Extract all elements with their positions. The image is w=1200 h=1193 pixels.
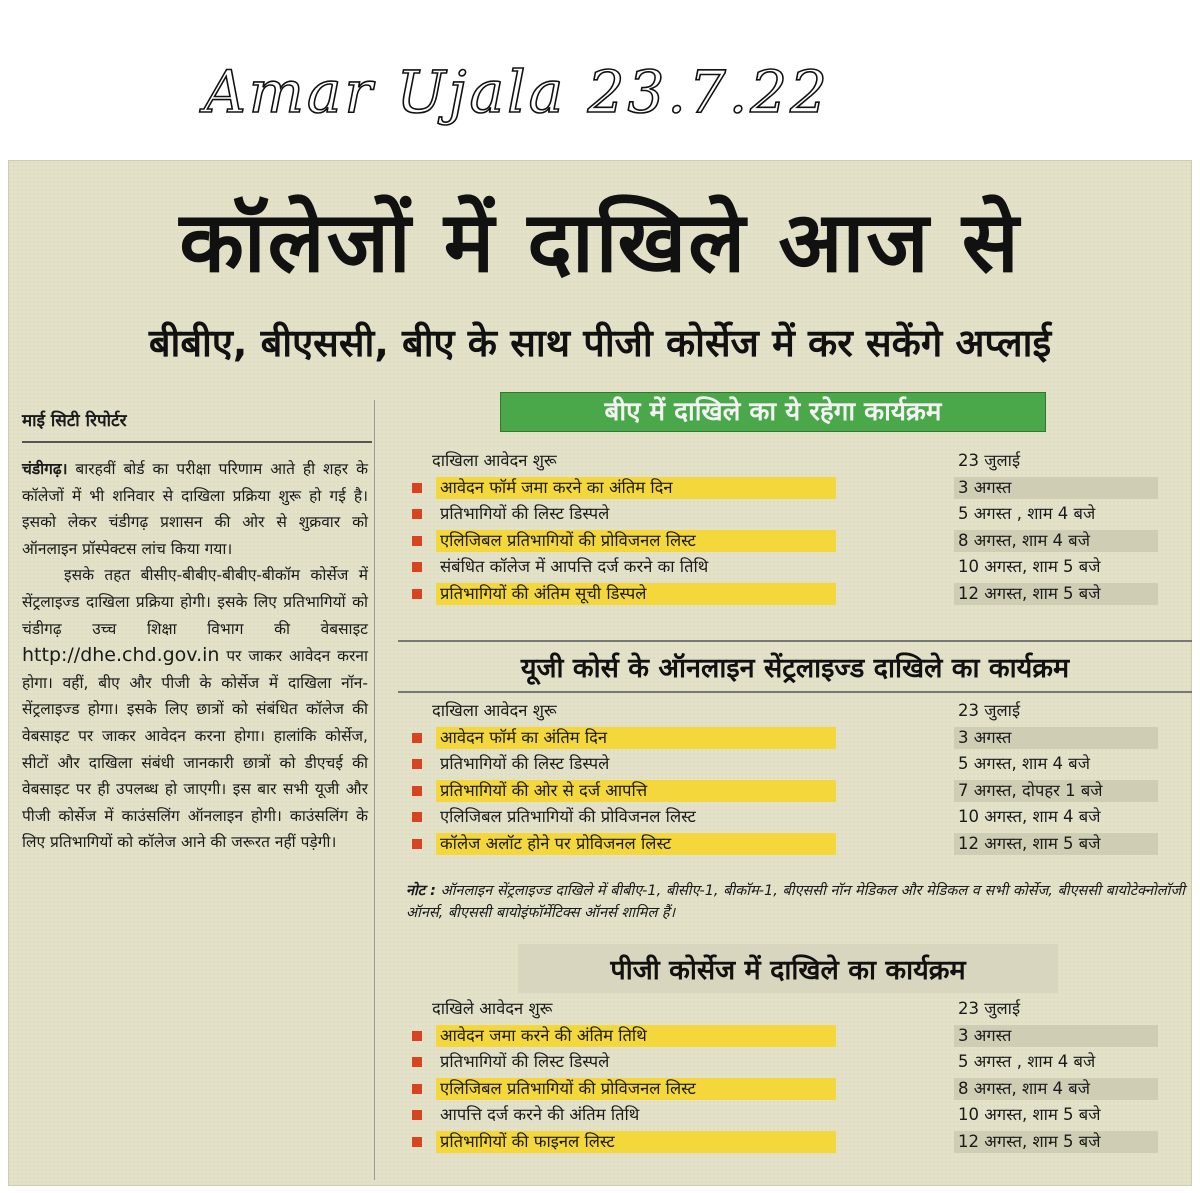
schedule-date: 3 अगस्त [954,477,1158,499]
pg-schedule-title: पीजी कोर्सेज में दाखिले का कार्यक्रम [518,944,1058,993]
schedule-event: आवेदन जमा करने की अंतिम तिथि [436,1025,836,1047]
schedule-date: 10 अगस्त, शाम 4 बजे [958,807,1101,826]
schedule-date: 5 अगस्त, शाम 4 बजे [958,754,1090,773]
bullet-icon [412,812,422,822]
schedule-date: 12 अगस्त, शाम 5 बजे [954,833,1158,855]
schedule-row [398,1129,1158,1156]
note-prefix: नोट : [406,883,436,899]
schedule-row [398,501,1158,528]
schedule-row [398,448,1158,475]
headline: कॉलेजों में दाखिले आज से [179,193,1021,291]
ug-note [406,880,1188,924]
schedule-event: प्रतिभागियों की लिस्ट डिस्पले [440,1052,610,1071]
bullet-icon [412,786,422,796]
schedule-event: दाखिला आवेदन शुरू [432,451,557,470]
schedule-date: 10 अगस्त, शाम 5 बजे [958,1105,1101,1124]
article-paragraph-2-start: इसके तहत बीसीए-बीबीए-बीबीए-बीकॉम कोर्सेज में सेंट्रलाइज्ड दाखिला प्रक्रिया होगी। इसके लिए प्रतिभागियों को चंडीगढ़ उच्च शिक्षा विभाग की वेबसाइट [22,566,368,638]
bullet-icon [412,839,422,849]
handwritten-source-note [200,40,831,140]
schedule-date: 23 जुलाई [958,999,1021,1018]
dhe-website-url: http://dhe.chd.gov.in [22,644,220,667]
schedule-date: 12 अगस्त, शाम 5 बजे [954,1131,1158,1153]
ug-schedule-title: यूजी कोर्स के ऑनलाइन सेंट्रलाइज्ड दाखिले का कार्यक्रम [398,640,1192,693]
schedule-event: एलिजिबल प्रतिभागियों की प्रोविजनल लिस्ट [440,807,696,826]
subheadline: बीबीए, बीएससी, बीए के साथ पीजी कोर्सेज में कर सकेंगे अप्लाई [148,321,1052,365]
schedule-row [398,528,1158,555]
schedule-event: प्रतिभागियों की लिस्ट डिस्पले [440,754,610,773]
schedule-date: 10 अगस्त, शाम 5 बजे [958,557,1101,576]
dateline: चंडीगढ़। [22,460,68,478]
bullet-icon [412,589,422,599]
schedule-event: आवेदन फॉर्म जमा करने का अंतिम दिन [436,477,836,499]
ba-schedule-table [398,448,1158,607]
schedule-row [398,698,1158,725]
schedule-row [398,751,1158,778]
column-divider [374,400,375,1180]
handwritten-source-text: Amar Ujala 23.7.22 [204,58,831,126]
schedule-row [398,581,1158,608]
schedule-row [398,778,1158,805]
schedule-row [398,996,1158,1023]
schedule-row [398,804,1158,831]
bullet-icon [412,1084,422,1094]
schedule-row [398,475,1158,502]
schedule-event: एलिजिबल प्रतिभागियों की प्रोविजनल लिस्ट [436,530,836,552]
article-paragraph-1-text: बारहवीं बोर्ड का परीक्षा परिणाम आते ही शहर के कॉलेजों में भी शनिवार से दाखिला प्रक्रिया शुरू हो गई है। इसको लेकर चंडीगढ़ प्रशासन की ओर से शुक्रवार को ऑनलाइन प्रॉस्पेक्टस लांच किया गया। [22,460,368,558]
bullet-icon [412,483,422,493]
ba-schedule-title: बीए में दाखिले का ये रहेगा कार्यक्रम [500,392,1046,432]
pg-schedule-table [398,996,1158,1155]
schedule-row [398,1023,1158,1050]
schedule-event: प्रतिभागियों की लिस्ट डिस्पले [440,504,610,523]
ug-schedule-table [398,698,1158,857]
schedule-event: आवेदन फॉर्म का अंतिम दिन [436,727,836,749]
schedule-event: संबंधित कॉलेज में आपत्ति दर्ज करने का तिथि [440,557,709,576]
bullet-icon [412,1057,422,1067]
schedule-date: 23 जुलाई [958,701,1021,720]
schedule-row [398,1102,1158,1129]
schedule-date: 5 अगस्त , शाम 4 बजे [958,504,1096,523]
schedule-date: 7 अगस्त, दोपहर 1 बजे [954,780,1158,802]
article-paragraph-2 [22,562,368,856]
schedule-row [398,554,1158,581]
bullet-icon [412,733,422,743]
bullet-icon [412,562,422,572]
schedule-event: प्रतिभागियों की अंतिम सूची डिस्पले [436,583,836,605]
note-text: ऑनलाइन सेंट्रलाइज्ड दाखिले में बीबीए-1, बीसीए-1, बीकॉम-1, बीएससी नॉन मेडिकल और मेडिकल व सभी कोर्सेज, बीएससी बायोटेक्नोलॉजी ऑनर्स, बीएससी बायोइंफॉर्मेटिक्स ऑनर्स शामिल हैं। [406,883,1185,921]
schedule-row [398,725,1158,752]
newspaper-clipping [8,160,1192,1186]
byline: माई सिटी रिपोर्टर [22,408,372,443]
schedule-event: कॉलेज अलॉट होने पर प्रोविजनल लिस्ट [436,833,836,855]
bullet-icon [412,1110,422,1120]
bullet-icon [412,1137,422,1147]
schedule-event: प्रतिभागियों की ओर से दर्ज आपत्ति [436,780,836,802]
bullet-icon [412,536,422,546]
bullet-icon [412,509,422,519]
schedule-date: 3 अगस्त [954,1025,1158,1047]
schedule-event: दाखिले आवेदन शुरू [432,999,553,1018]
article-paragraph-2-end: पर जाकर आवेदन करना होगा। वहीं, बीए और पीजी के कोर्सेज में दाखिला नॉन-सेंट्रलाइज्ड होगा। इसके लिए छात्रों को संबंधित कॉलेज की वेबसाइट पर जाकर आवेदन करना होगा। हालांकि कोर्सेज, सीटों और दाखिला संबंधी जानकारी छात्रों को डीएचई की वेबसाइट पर ही उपलब्ध हो जाएगी। इस बार सभी यूजी और पीजी कोर्सेज में काउंसलिंग ऑनलाइन होगी। काउंसलिंग के लिए प्रतिभागियों को कॉलेज आने की जरूरत नहीं पड़ेगी। [22,647,368,852]
schedule-row [398,1049,1158,1076]
schedule-date: 5 अगस्त , शाम 4 बजे [958,1052,1096,1071]
schedule-date: 23 जुलाई [958,451,1021,470]
bullet-icon [412,759,422,769]
schedule-event: दाखिला आवेदन शुरू [432,701,557,720]
schedule-event: एलिजिबल प्रतिभागियों की प्रोविजनल लिस्ट [436,1078,836,1100]
schedule-date: 12 अगस्त, शाम 5 बजे [954,583,1158,605]
schedule-date: 8 अगस्त, शाम 4 बजे [954,530,1158,552]
schedule-event: प्रतिभागियों की फाइनल लिस्ट [436,1131,836,1153]
schedule-row [398,831,1158,858]
schedule-row [398,1076,1158,1103]
schedule-event: आपत्ति दर्ज करने की अंतिम तिथि [440,1105,640,1124]
schedule-date: 3 अगस्त [954,727,1158,749]
bullet-icon [412,1031,422,1041]
article-paragraph-1 [22,456,368,562]
article-body [22,456,368,856]
schedule-date: 8 अगस्त, शाम 4 बजे [954,1078,1158,1100]
